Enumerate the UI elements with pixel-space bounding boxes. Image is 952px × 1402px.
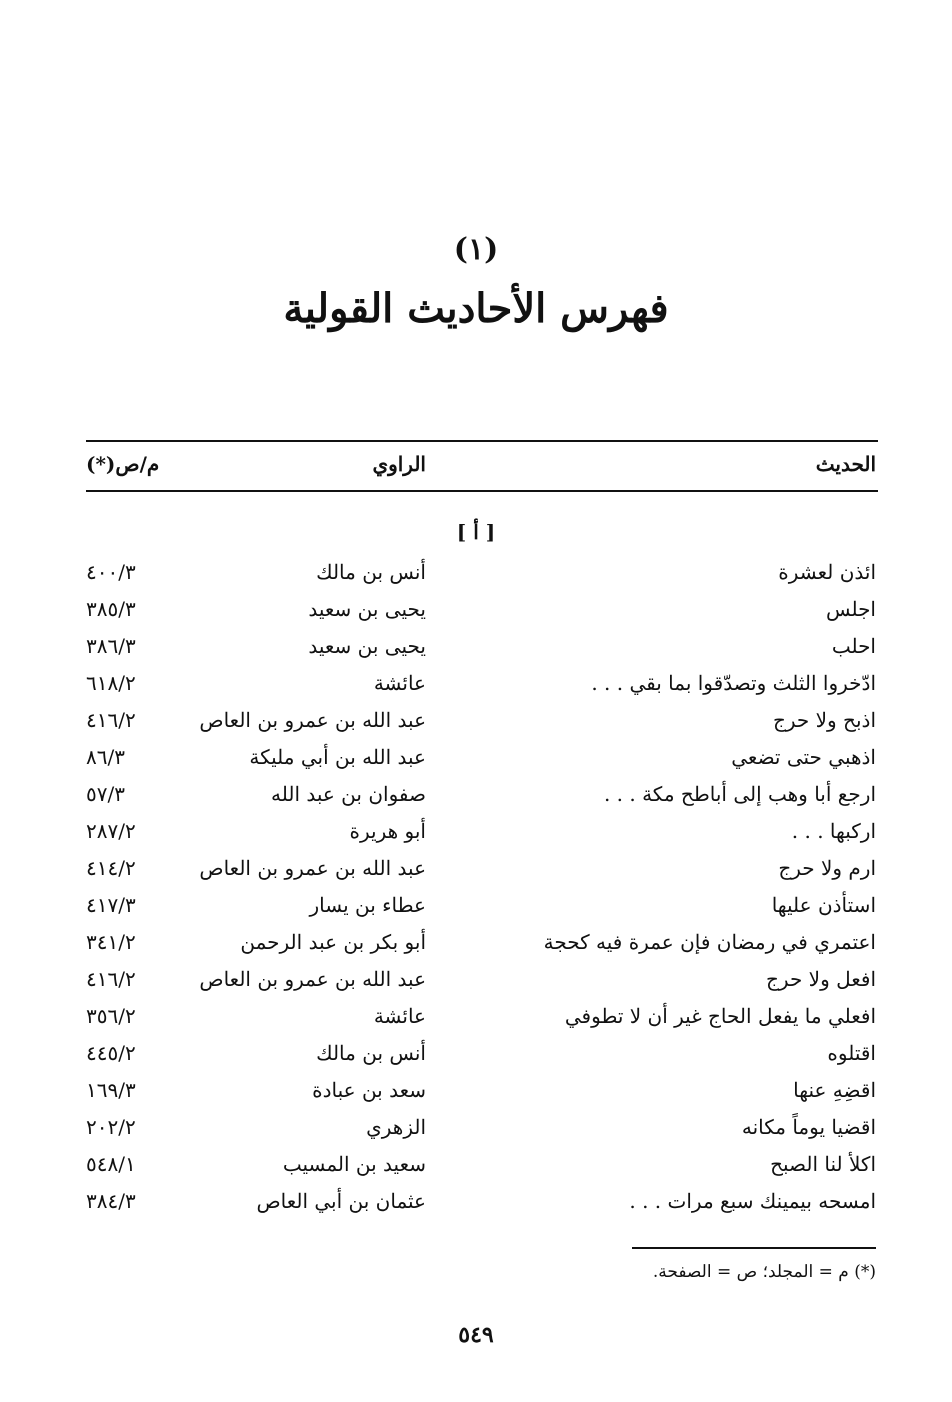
section-letter: [ أ ] bbox=[456, 520, 496, 544]
hadith-text: ارجع أبا وهب إلى أباطح مكة . . . bbox=[603, 782, 876, 806]
table-row bbox=[0, 1111, 952, 1148]
hadith-text: ادّخروا الثلث وتصدّقوا بما بقي . . . bbox=[591, 671, 876, 695]
narrator-name: أنس بن مالك bbox=[316, 1041, 426, 1065]
hadith-text: افعلي ما يفعل الحاج غير أن لا تطوفي bbox=[564, 1004, 876, 1028]
table-row bbox=[0, 1074, 952, 1111]
volume-page-ref: ٤١٤/٢ bbox=[86, 856, 136, 880]
header-hadith: الحديث bbox=[815, 452, 876, 476]
hadith-text: استأذن عليها bbox=[771, 893, 876, 917]
table-row bbox=[0, 1148, 952, 1185]
table-row bbox=[0, 1000, 952, 1037]
hadith-text: افعل ولا حرج bbox=[766, 967, 876, 991]
table-row bbox=[0, 704, 952, 741]
narrator-name: عائشة bbox=[373, 671, 426, 695]
page-number: ٥٤٩ bbox=[458, 1322, 494, 1348]
header-volume-page: م/ص(*) bbox=[86, 452, 160, 476]
chapter-number: (١) bbox=[453, 232, 499, 267]
volume-page-ref: ٥٧/٣ bbox=[86, 782, 125, 806]
narrator-name: الزهري bbox=[366, 1115, 426, 1139]
table-row bbox=[0, 630, 952, 667]
hadith-text: اجلس bbox=[825, 597, 876, 621]
table-row bbox=[0, 926, 952, 963]
table-row bbox=[0, 815, 952, 852]
hadith-text: اقتلوه bbox=[827, 1041, 876, 1065]
page-title: فهرس الأحاديث القولية bbox=[283, 285, 669, 332]
volume-page-ref: ٢٨٧/٢ bbox=[86, 819, 136, 843]
narrator-name: يحيى بن سعيد bbox=[308, 634, 426, 658]
volume-page-ref: ٣٨٥/٣ bbox=[86, 597, 136, 621]
narrator-name: سعيد بن المسيب bbox=[282, 1152, 426, 1176]
narrator-name: أبو هريرة bbox=[349, 819, 426, 843]
hadith-text: اركبها . . . bbox=[791, 819, 876, 843]
volume-page-ref: ٣٨٤/٣ bbox=[86, 1189, 136, 1213]
volume-page-ref: ٦١٨/٢ bbox=[86, 671, 136, 695]
narrator-name: عبد الله بن عمرو بن العاص bbox=[199, 967, 426, 991]
volume-page-ref: ٤٠٠/٣ bbox=[86, 560, 136, 584]
hadith-text: اذبح ولا حرج bbox=[772, 708, 876, 732]
volume-page-ref: ٤١٧/٣ bbox=[86, 893, 136, 917]
footnote: (*) م = المجلد؛ ص = الصفحة. bbox=[652, 1262, 876, 1282]
header-narrator: الراوي bbox=[372, 452, 426, 476]
narrator-name: صفوان بن عبد الله bbox=[271, 782, 426, 806]
volume-page-ref: ٤٤٥/٢ bbox=[86, 1041, 136, 1065]
narrator-name: عائشة bbox=[373, 1004, 426, 1028]
volume-page-ref: ٢٠٢/٢ bbox=[86, 1115, 136, 1139]
narrator-name: عبد الله بن عمرو بن العاص bbox=[199, 708, 426, 732]
volume-page-ref: ١٦٩/٣ bbox=[86, 1078, 136, 1102]
hadith-text: ائذن لعشرة bbox=[778, 560, 876, 584]
hadith-text: احلب bbox=[831, 634, 876, 658]
table-row bbox=[0, 556, 952, 593]
hadith-text: اعتمري في رمضان فإن عمرة فيه كحجة bbox=[543, 930, 876, 954]
volume-page-ref: ٤١٦/٢ bbox=[86, 708, 136, 732]
hadith-text: اقضيا يوماً مكانه bbox=[741, 1115, 876, 1139]
narrator-name: سعد بن عبادة bbox=[312, 1078, 426, 1102]
table-top-rule bbox=[86, 440, 878, 442]
volume-page-ref: ٣٨٦/٣ bbox=[86, 634, 136, 658]
table-header-rule bbox=[86, 490, 878, 492]
volume-page-ref: ٤١٦/٢ bbox=[86, 967, 136, 991]
volume-page-ref: ٣٥٦/٢ bbox=[86, 1004, 136, 1028]
hadith-text: ارم ولا حرج bbox=[778, 856, 876, 880]
footnote-rule bbox=[632, 1247, 876, 1249]
table-row bbox=[0, 852, 952, 889]
table-row bbox=[0, 963, 952, 1000]
hadith-text: اقضِهِ عنها bbox=[793, 1078, 876, 1102]
table-row bbox=[0, 889, 952, 926]
narrator-name: عطاء بن يسار bbox=[309, 893, 426, 917]
narrator-name: أنس بن مالك bbox=[316, 560, 426, 584]
table-row bbox=[0, 1185, 952, 1222]
table-row bbox=[0, 667, 952, 704]
table-row bbox=[0, 778, 952, 815]
hadith-text: اذهبي حتى تضعي bbox=[731, 745, 876, 769]
volume-page-ref: ٥٤٨/١ bbox=[86, 1152, 136, 1176]
narrator-name: أبو بكر بن عبد الرحمن bbox=[240, 930, 426, 954]
narrator-name: عثمان بن أبي العاص bbox=[256, 1189, 426, 1213]
narrator-name: عبد الله بن أبي مليكة bbox=[249, 745, 426, 769]
table-row bbox=[0, 593, 952, 630]
table-row bbox=[0, 1037, 952, 1074]
volume-page-ref: ٨٦/٣ bbox=[86, 745, 125, 769]
hadith-text: امسحه بيمينك سبع مرات . . . bbox=[629, 1189, 876, 1213]
narrator-name: يحيى بن سعيد bbox=[308, 597, 426, 621]
volume-page-ref: ٣٤١/٢ bbox=[86, 930, 136, 954]
narrator-name: عبد الله بن عمرو بن العاص bbox=[199, 856, 426, 880]
hadith-text: اكلأ لنا الصبح bbox=[770, 1152, 876, 1176]
hadith-table-body bbox=[0, 556, 952, 1222]
table-row bbox=[0, 741, 952, 778]
